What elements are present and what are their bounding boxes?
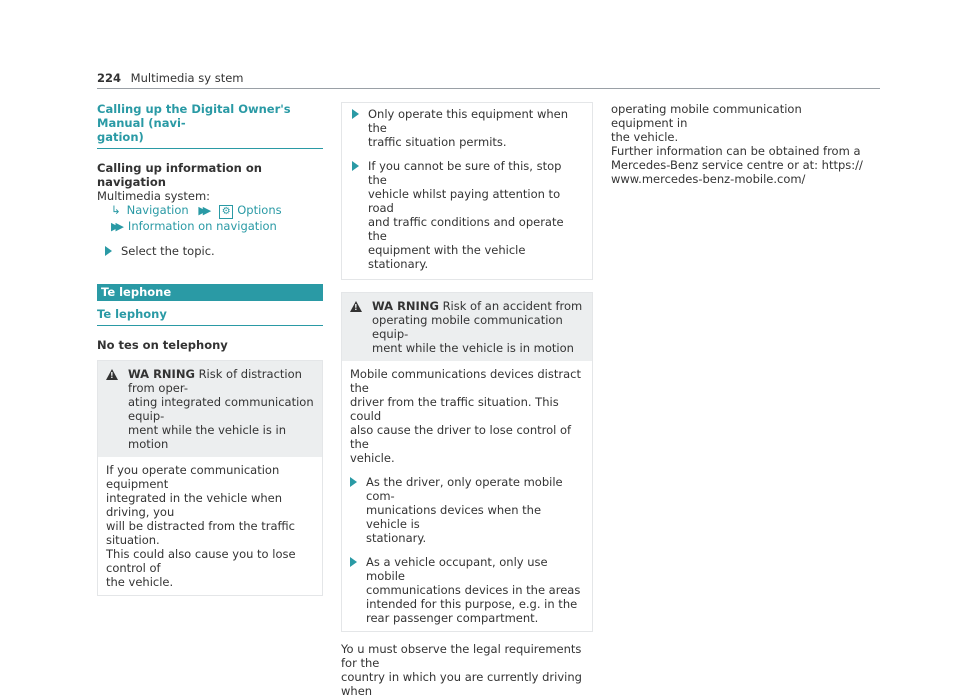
warning-box-accident [341, 292, 593, 632]
warning-label: WA RNING [372, 299, 439, 313]
bullet-text: Only operate this equipment when the traffic situation permits. [368, 107, 569, 149]
step-text: Select the topic. [121, 244, 215, 258]
path-information[interactable]: Information on navigation [127, 219, 277, 233]
bullet-item [352, 159, 582, 271]
page-header [97, 71, 244, 85]
path-line-1 [97, 203, 323, 219]
path-line-2 [97, 219, 323, 234]
bullet-text: As the driver, only operate mobile com- munications devices when the vehicle is stationary. [366, 475, 563, 545]
hook-arrow-icon: ↳ [111, 203, 121, 217]
bullet-item [350, 555, 584, 625]
double-chevron-icon: ▶▶ [198, 204, 208, 217]
bullet-arrow-icon [350, 557, 357, 567]
bullet-arrow-icon [350, 477, 357, 487]
subsection-telephony: Te lephony [97, 307, 167, 321]
header-title: Multimedia sy stem [130, 71, 244, 85]
subsection-rule [97, 325, 323, 326]
double-chevron-icon: ▶▶ [111, 220, 120, 233]
bullet-text: As a vehicle occupant, only use mobile communications devices in the areas intended for this purpose, e.g. in the rear passenger compartment. [366, 555, 581, 625]
column-2 [341, 102, 593, 698]
warning-header [342, 293, 592, 361]
bullet-box-1 [341, 102, 593, 280]
step-item [97, 244, 323, 258]
warning-head-text: Risk of an accident from operating mobile communication equip- ment while the vehicle is in motion [372, 299, 583, 355]
warning-head-text: Risk of distraction from oper- ating integrated communication equip- ment while the vehicle is in motion [128, 367, 314, 451]
section-title-manual: Calling up the Digital Owner's Manual (navi- gation) [97, 102, 291, 144]
page-number: 224 [97, 71, 122, 85]
warning-label: WA RNING [128, 367, 195, 381]
step-arrow-icon [105, 246, 112, 256]
header-divider [97, 88, 880, 89]
warning-text [372, 299, 584, 355]
subtitle-navigation: Calling up information on navigation [97, 161, 262, 189]
warning-triangle-icon: ! [106, 369, 118, 380]
warning-text [128, 367, 314, 451]
continuation-text: operating mobile communication equipment in the vehicle. Further information can be obtained from a Mercedes-Benz service centre or at: https:// www.mercedes-benz-mobile.com/ [611, 102, 863, 186]
path-options[interactable]: Options [237, 203, 282, 217]
bullet-arrow-icon [352, 109, 359, 119]
bullet-item [350, 475, 584, 545]
warning-bullets [342, 471, 592, 631]
bullet-item [352, 107, 582, 149]
warning-body: If you operate communication equipment integrated in the vehicle when driving, you will be distracted from the traffic situation. This could also cause you to lose control of the vehicle. [106, 463, 296, 589]
warning-box-distraction [97, 360, 323, 596]
section-bar-telephone: Te lephone [97, 284, 323, 301]
path-intro: Multimedia system: [97, 189, 211, 203]
notes-title: No tes on telephony [97, 338, 228, 352]
column-3 [611, 102, 865, 186]
bullet-arrow-icon [352, 161, 359, 171]
column-1 [97, 102, 323, 596]
options-gear-icon: ⚙ [219, 205, 233, 219]
bullet-text: If you cannot be sure of this, stop the vehicle whilst paying attention to road and traffic conditions and operate the equipment with the vehicle stationary. [368, 159, 564, 271]
path-navigation[interactable]: Navigation [126, 203, 189, 217]
warning-header [98, 361, 322, 457]
title-rule [97, 148, 323, 149]
legal-requirements-text: Yo u must observe the legal requirements for the country in which you are currently driving when [341, 642, 582, 698]
warning-body: Mobile communications devices distract the driver from the traffic situation. This could also cause the driver to lose control of the vehicle. [350, 367, 581, 465]
warning-triangle-icon: ! [350, 301, 362, 312]
